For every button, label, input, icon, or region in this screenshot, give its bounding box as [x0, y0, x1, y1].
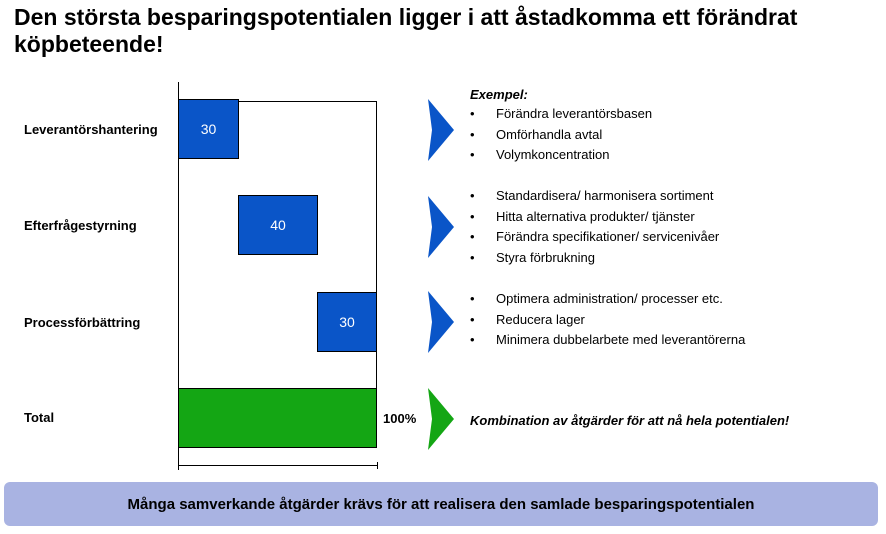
list-item: • Reducera lager — [470, 310, 745, 331]
segment-leverantorshantering: 30 — [178, 99, 239, 159]
chevron-right-icon — [428, 196, 454, 258]
scale-tick-start — [178, 462, 179, 469]
slide-title: Den största besparingspotentialen ligger i att åstadkomma ett förändrat köpbeteende! — [14, 4, 798, 57]
bullet-list-efterfragestyrning — [470, 186, 719, 268]
row-label-efterfragestyrning: Efterfrågestyrning — [24, 218, 137, 233]
example-heading: Exempel: — [470, 87, 528, 102]
scale-tick-end — [377, 462, 378, 469]
bullet-list-processforbattring — [470, 289, 745, 351]
segment-total — [178, 388, 377, 448]
list-item: • Hitta alternativa produkter/ tjänster — [470, 207, 719, 228]
list-item: • Styra förbrukning — [470, 248, 719, 269]
list-item: • Standardisera/ harmonisera sortiment — [470, 186, 719, 207]
summary-banner: Många samverkande åtgärder krävs för att realisera den samlade besparingspotentialen — [4, 482, 878, 526]
list-item: • Omförhandla avtal — [470, 125, 652, 146]
chevron-right-icon — [428, 291, 454, 353]
chevron-right-icon — [428, 388, 454, 450]
row-label-processforbattring: Processförbättring — [24, 315, 141, 330]
row-label-total: Total — [24, 410, 55, 425]
list-item: • Minimera dubbelarbete med leverantörerna — [470, 330, 745, 351]
list-item: • Volymkoncentration — [470, 145, 652, 166]
list-item: • Förändra specifikationer/ servicenivåer — [470, 227, 719, 248]
chevron-right-icon — [428, 99, 454, 161]
segment-efterfragestyrning: 40 — [238, 195, 318, 255]
total-percentage: 100% — [383, 411, 417, 426]
scale-baseline — [178, 465, 378, 466]
list-item: • Förändra leverantörsbasen — [470, 104, 652, 125]
list-item: • Optimera administration/ processer etc. — [470, 289, 745, 310]
total-description: Kombination av åtgärder för att nå hela potentialen! — [470, 413, 790, 428]
bullet-list-leverantorshantering — [470, 104, 652, 166]
segment-processforbattring: 30 — [317, 292, 377, 352]
row-label-leverantorshantering: Leverantörshantering — [24, 122, 158, 137]
